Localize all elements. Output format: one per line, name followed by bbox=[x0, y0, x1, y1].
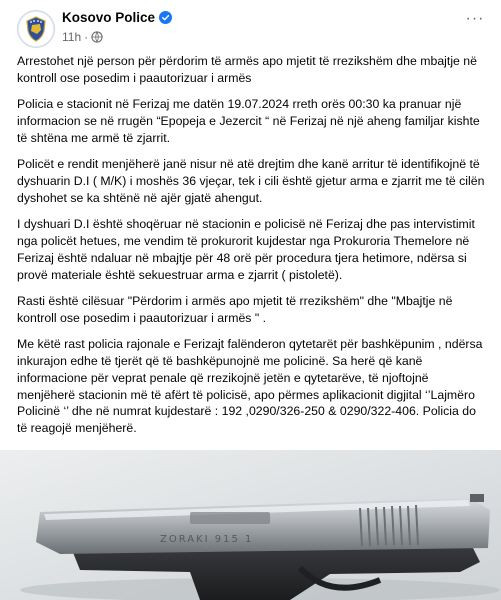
page-name[interactable] bbox=[62, 10, 172, 25]
pistol-photo bbox=[0, 450, 501, 600]
verified-badge-icon bbox=[159, 11, 172, 24]
slide-engraving: ZORAKI 915 1 bbox=[160, 534, 254, 545]
post-paragraph: I dyshuari D.I është shoqëruar në stacionin e policisë në Ferizaj dhe pas intervistimit nga policët hetues, me vendim të prokurorit kujdestar nga Prokuroria Themelore në Ferizaj është ndaluar në mbajtje për 48 orë për procedura tjera hetimore, ndërsa si provë materiale është sekuestruar arma e zjarrit ( pistoletë). bbox=[17, 217, 475, 282]
meta-separator: · bbox=[84, 30, 89, 44]
post-timestamp[interactable]: 11h bbox=[62, 30, 82, 44]
globe-icon[interactable] bbox=[91, 31, 103, 43]
post-paragraph: Rasti është cilësuar "Përdorim i armës apo mjetit të rrezikshëm" dhe "Mbajtje në kontroll ose posedim i paautorizuar i armës " . bbox=[17, 293, 453, 325]
post-paragraph: Me këtë rast policia rajonale e Ferizajt falënderon qytetarët për bashkëpunim , ndërsa inkurajon edhe të tjerët që të bashkëpunojnë me policinë. Sa herë që kanë informacione për veprat penale që rrezikojnë jetën e qytetarëve, të njoftojnë menjëherë stacionin më të afërt të policisë, apo përmes aplikacionit digjital ‘’Lajmëro Policinë ‘’ dhe në numrat kujdestarë : 192 ,0290/326-250 & 0290/322-406. Policia do të reagojë menjëherë. bbox=[17, 337, 483, 436]
post-text bbox=[17, 53, 487, 473]
page-name-text[interactable]: Kosovo Police bbox=[62, 10, 156, 25]
more-options-icon[interactable]: ··· bbox=[465, 10, 485, 27]
police-badge-logo bbox=[18, 11, 54, 47]
post-header bbox=[0, 0, 501, 52]
post-paragraph: Policët e rendit menjëherë janë nisur në atë drejtim dhe kanë arritur të identifikojnë të dyshuarin D.I ( M/K) i moshës 36 vjeçar, tek i cili është gjetur arma e zjarrit me të cilën dyshohet se ka shtënë në ajër gjatë ahengut. bbox=[17, 157, 485, 205]
post-paragraph: Policia e stacionit në Ferizaj me datën 19.07.2024 rreth orës 00:30 ka pranuar një informacion se në rrugën “Epopeja e Jezercit “ në Ferizaj në një aheng familjar kishte të shtëna me armë të zjarrit. bbox=[17, 97, 480, 145]
post-meta bbox=[62, 30, 103, 44]
post-photo[interactable] bbox=[0, 450, 501, 600]
page-avatar[interactable] bbox=[17, 10, 55, 48]
post-paragraph: Arrestohet një person për përdorim të armës apo mjetit të rrezikshëm dhe mbajtje në kontroll ose posedim i paautorizuar i armës bbox=[17, 54, 477, 85]
